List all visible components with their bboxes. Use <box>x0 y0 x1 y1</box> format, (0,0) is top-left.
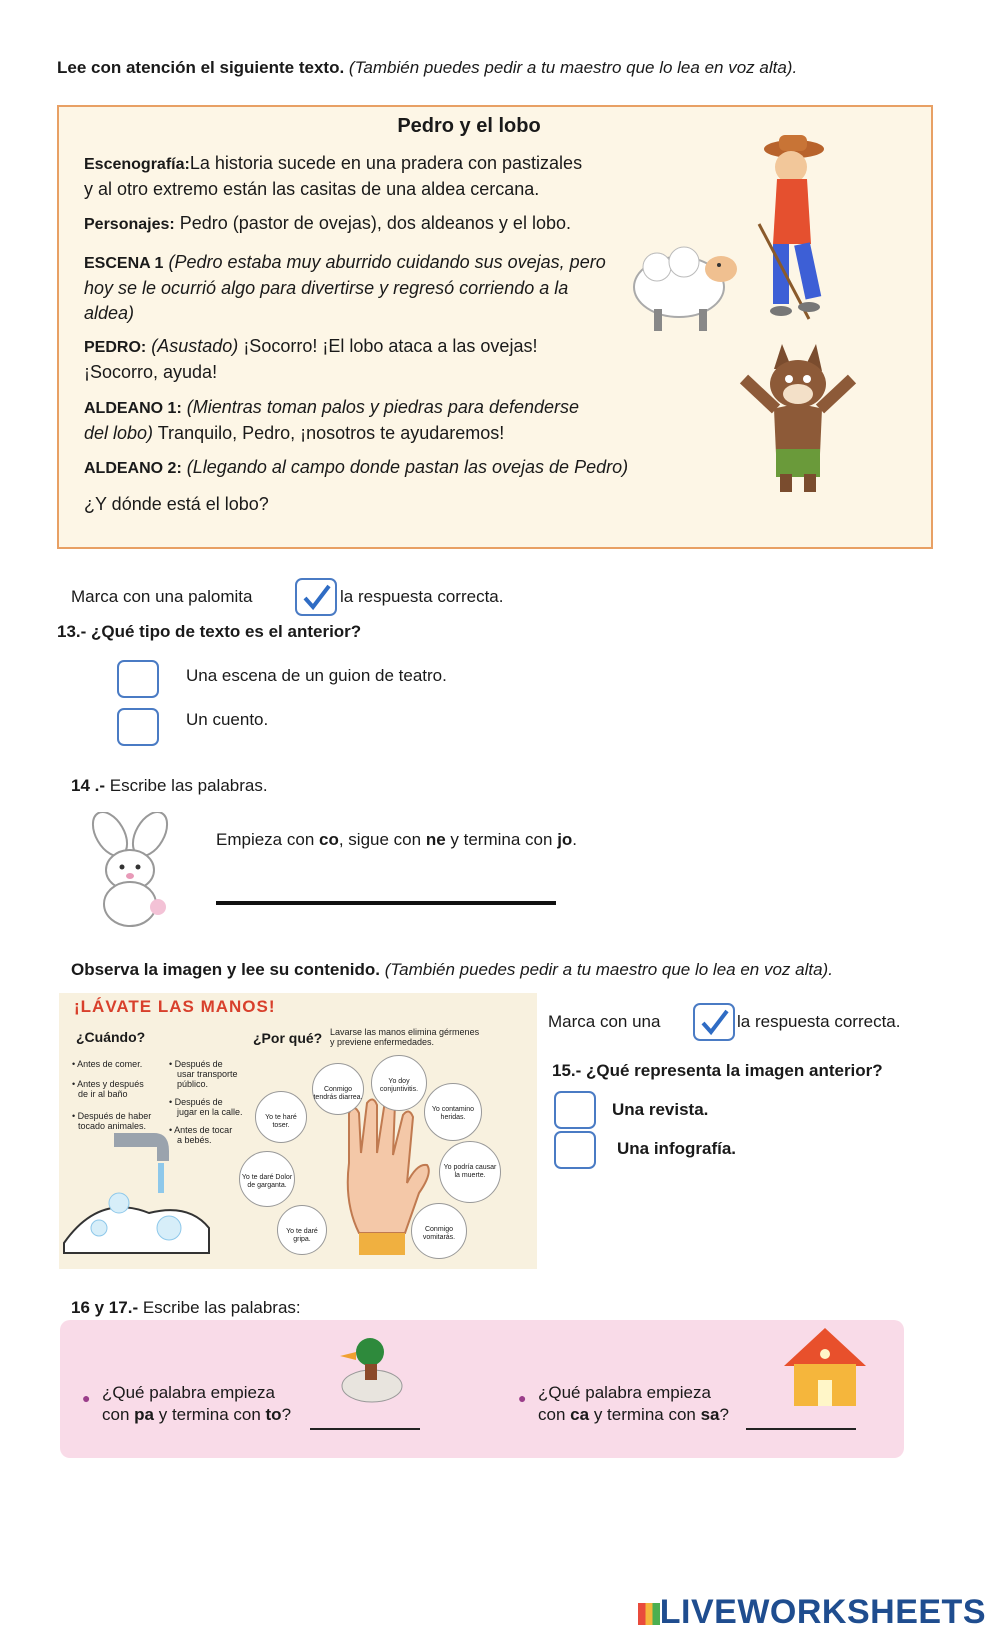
mark-instruction-1-end: la respuesta correcta. <box>340 587 504 606</box>
washing-hands-illustration <box>59 1133 219 1269</box>
q16-answer-line[interactable] <box>310 1428 420 1430</box>
story-aldeano2: ALDEANO 2: (Llegando al campo donde pastan las ovejas de Pedro) <box>84 457 629 477</box>
handwash-infographic <box>59 993 537 1269</box>
q15-label: 15.- ¿Qué representa la imagen anterior? <box>552 1061 883 1080</box>
mark-instruction-1: Marca con una palomita <box>71 587 253 606</box>
infographic-why: ¿Por qué? <box>253 1030 323 1046</box>
germ-bubble-5: Yo podría causar la muerte. <box>439 1141 501 1203</box>
wolf-illustration <box>734 339 864 499</box>
story-title: Pedro y el lobo <box>397 115 541 137</box>
example-checkbox-1 <box>295 578 337 616</box>
checkmark-icon <box>695 1005 733 1039</box>
story-box <box>57 105 933 549</box>
story-pedro: PEDRO: (Asustado) ¡Socorro! ¡El lobo ataca a las ovejas! ¡Socorro, ayuda! <box>84 336 538 382</box>
q13-label: 13.- ¿Qué tipo de texto es el anterior? <box>57 622 362 641</box>
q17-prompt: ¿Qué palabra empieza con ca y termina con sa? <box>538 1383 729 1424</box>
q13-option1-checkbox[interactable] <box>117 660 159 698</box>
pedro-illustration <box>739 129 829 329</box>
q1617-label: 16 y 17.- Escribe las palabras: <box>71 1298 301 1317</box>
story-escena: ESCENA 1 (Pedro estaba muy aburrido cuidando sus ovejas, pero hoy se le ocurrió algo para divertirse y regresó corriendo a la aldea) <box>84 252 606 323</box>
germ-bubble-8: Conmigo vomitarás. <box>411 1203 467 1259</box>
bullet-icon: ● <box>82 1390 91 1406</box>
germ-bubble-6: Yo te daré Dolor de garganta. <box>239 1151 295 1207</box>
rabbit-illustration <box>80 812 180 932</box>
house-illustration <box>780 1324 870 1410</box>
germ-bubble-2: Yo doy conjuntivitis. <box>371 1055 427 1111</box>
when-list-b: • Después de usar transporte público. • Después de jugar en la calle. • Antes de tocar a bebés. <box>169 1059 243 1145</box>
mark-instruction-2-end: la respuesta correcta. <box>737 1012 901 1031</box>
q13-option1-text: Una escena de un guion de teatro. <box>186 666 447 685</box>
story-personajes: Personajes: Pedro (pastor de ovejas), dos aldeanos y el lobo. <box>84 213 571 233</box>
infographic-when: ¿Cuándo? <box>76 1029 146 1045</box>
q13-option2-checkbox[interactable] <box>117 708 159 746</box>
liveworksheets-logo: LIVEWORKSHEETS <box>638 1593 986 1632</box>
infographic-title: ¡LÁVATE LAS MANOS! <box>74 997 276 1016</box>
logo-squares-icon <box>638 1603 660 1625</box>
story-aldeano2-line: ¿Y dónde está el lobo? <box>84 494 269 514</box>
germ-bubble-7: Yo te daré gripa. <box>277 1205 327 1255</box>
q15-option1-text: Una revista. <box>612 1100 709 1119</box>
germ-bubble-3: Yo contamino heridas. <box>424 1083 482 1141</box>
duck-illustration <box>332 1328 412 1408</box>
when-list-a: • Antes de comer. • Antes y después de ir al baño • Después de haber tocado animales. <box>72 1059 152 1131</box>
story-escenografia: Escenografía:La historia sucede en una pradera con pastizales y al otro extremo están las casitas de una aldea cercana. <box>84 153 583 199</box>
q14-prompt: Empieza con co, sigue con ne y termina con jo. <box>216 830 578 849</box>
checkmark-icon <box>297 580 335 614</box>
germ-bubble-1: Conmigo tendrás diarrea. <box>312 1063 364 1115</box>
q16-prompt: ¿Qué palabra empieza con pa y termina con to? <box>102 1383 292 1424</box>
example-checkbox-2 <box>693 1003 735 1041</box>
q15-option2-checkbox[interactable] <box>554 1131 596 1169</box>
q15-option1-checkbox[interactable] <box>554 1091 596 1129</box>
story-aldeano1: ALDEANO 1: (Mientras toman palos y piedras para defenderse del lobo) Tranquilo, Pedro, ¡nosotros te ayudaremos! <box>84 397 580 443</box>
sheep-illustration <box>629 237 744 337</box>
q1617-box <box>60 1320 904 1458</box>
q14-label: 14 .- Escribe las palabras. <box>71 776 268 795</box>
mark-instruction-2: Marca con una <box>548 1012 661 1031</box>
q15-option2-text: Una infografía. <box>617 1139 737 1158</box>
q13-option2-text: Un cuento. <box>186 710 269 729</box>
q14-answer-line[interactable] <box>216 901 556 905</box>
germ-bubble-4: Yo te haré toser. <box>255 1091 307 1143</box>
bullet-icon: ● <box>518 1390 527 1406</box>
intro-instruction: Lee con atención el siguiente texto. (También puedes pedir a tu maestro que lo lea en voz alta). <box>57 58 798 77</box>
infographic-why-text: Lavarse las manos elimina gérmenes y previene enfermedades. <box>330 1027 480 1047</box>
observe-instruction: Observa la imagen y lee su contenido. (También puedes pedir a tu maestro que lo lea en voz alta). <box>71 960 833 979</box>
q17-answer-line[interactable] <box>746 1428 856 1430</box>
